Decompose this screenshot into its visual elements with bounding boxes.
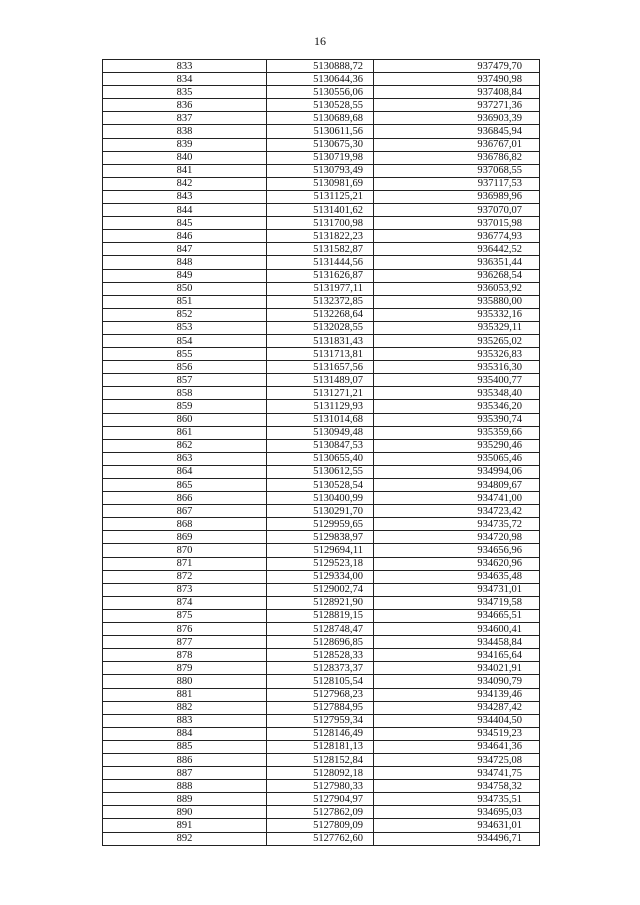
table-row — [103, 819, 540, 832]
table-row — [103, 151, 540, 164]
y-coordinate-cell: 936767,01 — [374, 138, 540, 151]
point-number-cell: 880 — [103, 675, 267, 688]
table-row — [103, 662, 540, 675]
y-coordinate-cell: 934641,36 — [374, 740, 540, 753]
point-number-cell: 860 — [103, 413, 267, 426]
table-row — [103, 596, 540, 609]
y-coordinate-cell: 934458,84 — [374, 636, 540, 649]
x-coordinate-cell: 5127980,33 — [267, 780, 374, 793]
x-coordinate-cell: 5130719,98 — [267, 151, 374, 164]
table-row — [103, 177, 540, 190]
point-number-cell: 856 — [103, 361, 267, 374]
table-row — [103, 348, 540, 361]
x-coordinate-cell: 5132372,85 — [267, 295, 374, 308]
point-number-cell: 883 — [103, 714, 267, 727]
point-number-cell: 887 — [103, 767, 267, 780]
y-coordinate-cell: 936268,54 — [374, 269, 540, 282]
table-row — [103, 426, 540, 439]
y-coordinate-cell: 935359,66 — [374, 426, 540, 439]
x-coordinate-cell: 5130528,55 — [267, 99, 374, 112]
x-coordinate-cell: 5130949,48 — [267, 426, 374, 439]
point-number-cell: 877 — [103, 636, 267, 649]
y-coordinate-cell: 935290,46 — [374, 439, 540, 452]
y-coordinate-cell: 934600,41 — [374, 623, 540, 636]
table-row — [103, 99, 540, 112]
y-coordinate-cell: 934631,01 — [374, 819, 540, 832]
x-coordinate-cell: 5130888,72 — [267, 60, 374, 73]
y-coordinate-cell: 934021,91 — [374, 662, 540, 675]
y-coordinate-cell: 935329,11 — [374, 321, 540, 334]
table-row — [103, 361, 540, 374]
table-row — [103, 282, 540, 295]
table-row — [103, 374, 540, 387]
table-row — [103, 832, 540, 845]
y-coordinate-cell: 937479,70 — [374, 60, 540, 73]
point-number-cell: 835 — [103, 86, 267, 99]
point-number-cell: 872 — [103, 570, 267, 583]
y-coordinate-cell: 934404,50 — [374, 714, 540, 727]
table-row — [103, 544, 540, 557]
y-coordinate-cell: 935316,30 — [374, 361, 540, 374]
table-row — [103, 230, 540, 243]
x-coordinate-cell: 5129334,00 — [267, 570, 374, 583]
x-coordinate-cell: 5128528,33 — [267, 649, 374, 662]
x-coordinate-cell: 5128146,49 — [267, 727, 374, 740]
y-coordinate-cell: 937117,53 — [374, 177, 540, 190]
x-coordinate-cell: 5127884,95 — [267, 701, 374, 714]
point-number-cell: 848 — [103, 256, 267, 269]
table-row — [103, 492, 540, 505]
table-row — [103, 125, 540, 138]
point-number-cell: 864 — [103, 465, 267, 478]
x-coordinate-cell: 5128152,84 — [267, 753, 374, 766]
table-row — [103, 714, 540, 727]
x-coordinate-cell: 5127904,97 — [267, 793, 374, 806]
x-coordinate-cell: 5128748,47 — [267, 623, 374, 636]
y-coordinate-cell: 934635,48 — [374, 570, 540, 583]
point-number-cell: 885 — [103, 740, 267, 753]
table-row — [103, 753, 540, 766]
x-coordinate-cell: 5130847,53 — [267, 439, 374, 452]
y-coordinate-cell: 934695,03 — [374, 806, 540, 819]
y-coordinate-cell: 934809,67 — [374, 479, 540, 492]
table-row — [103, 138, 540, 151]
table-row — [103, 675, 540, 688]
x-coordinate-cell: 5131822,23 — [267, 230, 374, 243]
table-row — [103, 190, 540, 203]
table-row — [103, 204, 540, 217]
point-number-cell: 875 — [103, 609, 267, 622]
y-coordinate-cell: 934139,46 — [374, 688, 540, 701]
x-coordinate-cell: 5130528,54 — [267, 479, 374, 492]
point-number-cell: 845 — [103, 217, 267, 230]
y-coordinate-cell: 937271,36 — [374, 99, 540, 112]
x-coordinate-cell: 5132268,64 — [267, 308, 374, 321]
point-number-cell: 884 — [103, 727, 267, 740]
point-number-cell: 871 — [103, 557, 267, 570]
point-number-cell: 839 — [103, 138, 267, 151]
point-number-cell: 852 — [103, 308, 267, 321]
x-coordinate-cell: 5132028,55 — [267, 321, 374, 334]
x-coordinate-cell: 5131489,07 — [267, 374, 374, 387]
table-row — [103, 269, 540, 282]
table-row — [103, 793, 540, 806]
x-coordinate-cell: 5130981,69 — [267, 177, 374, 190]
y-coordinate-cell: 934496,71 — [374, 832, 540, 845]
y-coordinate-cell: 934741,00 — [374, 492, 540, 505]
y-coordinate-cell: 935348,40 — [374, 387, 540, 400]
table-row — [103, 256, 540, 269]
point-number-cell: 892 — [103, 832, 267, 845]
table-row — [103, 73, 540, 86]
x-coordinate-cell: 5130611,56 — [267, 125, 374, 138]
point-number-cell: 833 — [103, 60, 267, 73]
point-number-cell: 847 — [103, 243, 267, 256]
point-number-cell: 863 — [103, 452, 267, 465]
x-coordinate-cell: 5127809,09 — [267, 819, 374, 832]
y-coordinate-cell: 934723,42 — [374, 505, 540, 518]
y-coordinate-cell: 934519,23 — [374, 727, 540, 740]
x-coordinate-cell: 5130400,99 — [267, 492, 374, 505]
y-coordinate-cell: 935346,20 — [374, 400, 540, 413]
point-number-cell: 873 — [103, 583, 267, 596]
x-coordinate-cell: 5129959,65 — [267, 518, 374, 531]
point-number-cell: 837 — [103, 112, 267, 125]
x-coordinate-cell: 5130655,40 — [267, 452, 374, 465]
y-coordinate-cell: 934665,51 — [374, 609, 540, 622]
point-number-cell: 834 — [103, 73, 267, 86]
y-coordinate-cell: 936774,93 — [374, 230, 540, 243]
x-coordinate-cell: 5127762,60 — [267, 832, 374, 845]
y-coordinate-cell: 935880,00 — [374, 295, 540, 308]
point-number-cell: 888 — [103, 780, 267, 793]
table-row — [103, 636, 540, 649]
x-coordinate-cell: 5131977,11 — [267, 282, 374, 295]
y-coordinate-cell: 936442,52 — [374, 243, 540, 256]
point-number-cell: 865 — [103, 479, 267, 492]
x-coordinate-cell: 5131444,56 — [267, 256, 374, 269]
point-number-cell: 867 — [103, 505, 267, 518]
y-coordinate-cell: 936351,44 — [374, 256, 540, 269]
x-coordinate-cell: 5128696,85 — [267, 636, 374, 649]
x-coordinate-cell: 5129694,11 — [267, 544, 374, 557]
point-number-cell: 859 — [103, 400, 267, 413]
point-number-cell: 844 — [103, 204, 267, 217]
table-row — [103, 439, 540, 452]
point-number-cell: 849 — [103, 269, 267, 282]
y-coordinate-cell: 934287,42 — [374, 701, 540, 714]
table-row — [103, 806, 540, 819]
y-coordinate-cell: 937015,98 — [374, 217, 540, 230]
point-number-cell: 862 — [103, 439, 267, 452]
coordinates-table — [102, 59, 540, 846]
point-number-cell: 840 — [103, 151, 267, 164]
table-row — [103, 400, 540, 413]
y-coordinate-cell: 937408,84 — [374, 86, 540, 99]
x-coordinate-cell: 5131271,21 — [267, 387, 374, 400]
point-number-cell: 843 — [103, 190, 267, 203]
point-number-cell: 866 — [103, 492, 267, 505]
x-coordinate-cell: 5131125,21 — [267, 190, 374, 203]
y-coordinate-cell: 935326,83 — [374, 348, 540, 361]
point-number-cell: 861 — [103, 426, 267, 439]
table-row — [103, 609, 540, 622]
x-coordinate-cell: 5131401,62 — [267, 204, 374, 217]
y-coordinate-cell: 935265,02 — [374, 334, 540, 347]
x-coordinate-cell: 5131626,87 — [267, 269, 374, 282]
y-coordinate-cell: 934656,96 — [374, 544, 540, 557]
x-coordinate-cell: 5129838,97 — [267, 531, 374, 544]
table-row — [103, 688, 540, 701]
table-row — [103, 164, 540, 177]
point-number-cell: 842 — [103, 177, 267, 190]
table-row — [103, 308, 540, 321]
point-number-cell: 879 — [103, 662, 267, 675]
x-coordinate-cell: 5130689,68 — [267, 112, 374, 125]
y-coordinate-cell: 937070,07 — [374, 204, 540, 217]
table-row — [103, 701, 540, 714]
x-coordinate-cell: 5127959,34 — [267, 714, 374, 727]
coordinates-table-body — [103, 60, 540, 846]
y-coordinate-cell: 934725,08 — [374, 753, 540, 766]
table-row — [103, 727, 540, 740]
table-row — [103, 531, 540, 544]
table-row — [103, 217, 540, 230]
y-coordinate-cell: 934994,06 — [374, 465, 540, 478]
y-coordinate-cell: 934735,72 — [374, 518, 540, 531]
table-row — [103, 112, 540, 125]
y-coordinate-cell: 936903,39 — [374, 112, 540, 125]
table-row — [103, 387, 540, 400]
point-number-cell: 868 — [103, 518, 267, 531]
y-coordinate-cell: 934731,01 — [374, 583, 540, 596]
table-row — [103, 413, 540, 426]
y-coordinate-cell: 936786,82 — [374, 151, 540, 164]
x-coordinate-cell: 5130675,30 — [267, 138, 374, 151]
x-coordinate-cell: 5129523,18 — [267, 557, 374, 570]
table-row — [103, 60, 540, 73]
point-number-cell: 874 — [103, 596, 267, 609]
y-coordinate-cell: 934719,58 — [374, 596, 540, 609]
page-number: 16 — [314, 34, 326, 48]
point-number-cell: 836 — [103, 99, 267, 112]
table-row — [103, 623, 540, 636]
x-coordinate-cell: 5131831,43 — [267, 334, 374, 347]
table-row — [103, 465, 540, 478]
y-coordinate-cell: 935065,46 — [374, 452, 540, 465]
point-number-cell: 850 — [103, 282, 267, 295]
table-row — [103, 505, 540, 518]
table-row — [103, 243, 540, 256]
x-coordinate-cell: 5131713,81 — [267, 348, 374, 361]
y-coordinate-cell: 934620,96 — [374, 557, 540, 570]
x-coordinate-cell: 5130612,55 — [267, 465, 374, 478]
y-coordinate-cell: 935332,16 — [374, 308, 540, 321]
x-coordinate-cell: 5128373,37 — [267, 662, 374, 675]
table-row — [103, 334, 540, 347]
y-coordinate-cell: 937068,55 — [374, 164, 540, 177]
x-coordinate-cell: 5131582,87 — [267, 243, 374, 256]
point-number-cell: 846 — [103, 230, 267, 243]
point-number-cell: 870 — [103, 544, 267, 557]
point-number-cell: 890 — [103, 806, 267, 819]
x-coordinate-cell: 5131014,68 — [267, 413, 374, 426]
x-coordinate-cell: 5130793,49 — [267, 164, 374, 177]
point-number-cell: 857 — [103, 374, 267, 387]
point-number-cell: 891 — [103, 819, 267, 832]
x-coordinate-cell: 5128181,13 — [267, 740, 374, 753]
point-number-cell: 869 — [103, 531, 267, 544]
table-row — [103, 479, 540, 492]
point-number-cell: 841 — [103, 164, 267, 177]
y-coordinate-cell: 934758,32 — [374, 780, 540, 793]
y-coordinate-cell: 936989,96 — [374, 190, 540, 203]
x-coordinate-cell: 5130291,70 — [267, 505, 374, 518]
x-coordinate-cell: 5128921,90 — [267, 596, 374, 609]
point-number-cell: 878 — [103, 649, 267, 662]
point-number-cell: 881 — [103, 688, 267, 701]
table-row — [103, 86, 540, 99]
point-number-cell: 851 — [103, 295, 267, 308]
y-coordinate-cell: 934165,64 — [374, 649, 540, 662]
point-number-cell: 858 — [103, 387, 267, 400]
point-number-cell: 855 — [103, 348, 267, 361]
x-coordinate-cell: 5131129,93 — [267, 400, 374, 413]
x-coordinate-cell: 5129002,74 — [267, 583, 374, 596]
x-coordinate-cell: 5127968,23 — [267, 688, 374, 701]
point-number-cell: 882 — [103, 701, 267, 714]
table-row — [103, 649, 540, 662]
y-coordinate-cell: 934720,98 — [374, 531, 540, 544]
point-number-cell: 886 — [103, 753, 267, 766]
x-coordinate-cell: 5131657,56 — [267, 361, 374, 374]
x-coordinate-cell: 5128092,18 — [267, 767, 374, 780]
y-coordinate-cell: 936845,94 — [374, 125, 540, 138]
table-row — [103, 518, 540, 531]
point-number-cell: 853 — [103, 321, 267, 334]
x-coordinate-cell: 5128819,15 — [267, 609, 374, 622]
table-row — [103, 767, 540, 780]
table-row — [103, 321, 540, 334]
x-coordinate-cell: 5131700,98 — [267, 217, 374, 230]
table-row — [103, 583, 540, 596]
table-row — [103, 780, 540, 793]
point-number-cell: 889 — [103, 793, 267, 806]
table-row — [103, 295, 540, 308]
x-coordinate-cell: 5130556,06 — [267, 86, 374, 99]
table-row — [103, 740, 540, 753]
x-coordinate-cell: 5128105,54 — [267, 675, 374, 688]
x-coordinate-cell: 5130644,36 — [267, 73, 374, 86]
y-coordinate-cell: 934741,75 — [374, 767, 540, 780]
point-number-cell: 876 — [103, 623, 267, 636]
table-row — [103, 452, 540, 465]
table-row — [103, 570, 540, 583]
y-coordinate-cell: 935390,74 — [374, 413, 540, 426]
y-coordinate-cell: 937490,98 — [374, 73, 540, 86]
y-coordinate-cell: 936053,92 — [374, 282, 540, 295]
y-coordinate-cell: 934735,51 — [374, 793, 540, 806]
table-row — [103, 557, 540, 570]
x-coordinate-cell: 5127862,09 — [267, 806, 374, 819]
y-coordinate-cell: 935400,77 — [374, 374, 540, 387]
point-number-cell: 838 — [103, 125, 267, 138]
y-coordinate-cell: 934090,79 — [374, 675, 540, 688]
point-number-cell: 854 — [103, 334, 267, 347]
